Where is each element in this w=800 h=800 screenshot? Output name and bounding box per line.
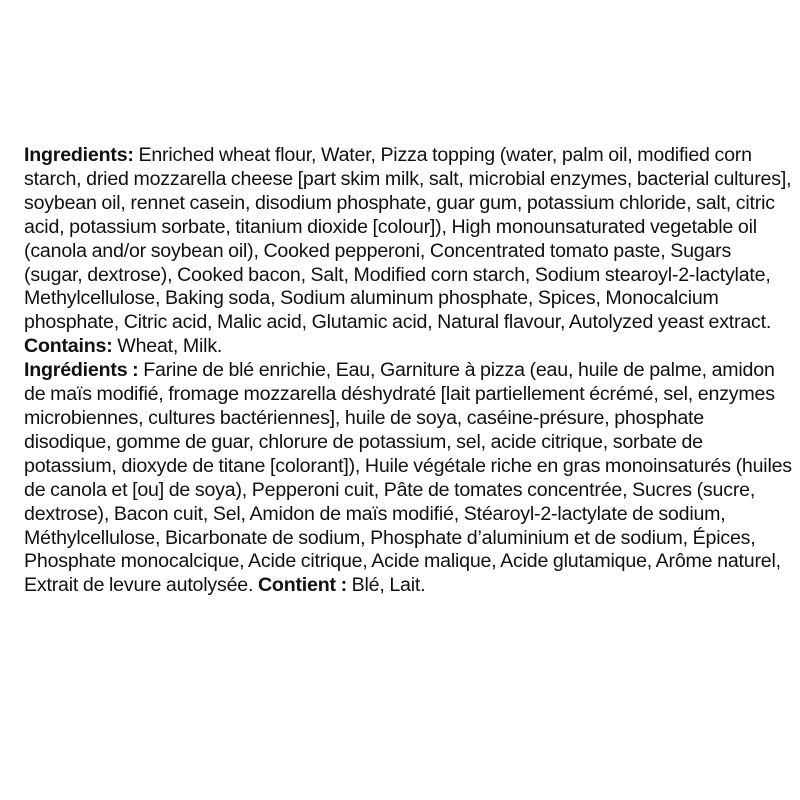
english-contains-heading: Contains: bbox=[24, 335, 113, 358]
english-ingredients-text: Enriched wheat flour, Water, Pizza topping (water, palm oil, modified corn starch, dried mozzarella cheese [part skim milk, salt, microbial enzymes, bacterial cultures], soybean oil, rennet casein, disodium phosphate, guar gum, potassium chloride, salt, citric acid, potassium sorbate, titanium dioxide [colour]), High monounsaturated vegetable oil (canola and/or soybean oil), Cooked pepperoni, Concentrated tomato paste, Sugars (sugar, dextrose), Cooked bacon, Salt, Modified corn starch, Sodium stearoyl-2-lactylate, Methylcellulose, Baking soda, Sodium aluminum phosphate, Spices, Monocalcium phosphate, Citric acid, Malic acid, Glutamic acid, Natural flavour, Autolyzed yeast extract. bbox=[24, 144, 792, 334]
english-ingredients-paragraph bbox=[24, 144, 794, 359]
french-contains-text: Blé, Lait. bbox=[346, 574, 426, 597]
french-ingredients-paragraph bbox=[24, 359, 794, 598]
french-ingredients-text: Farine de blé enrichie, Eau, Garniture à pizza (eau, huile de palme, amidon de maïs modifié, fromage mozzarella déshydraté [lait partiellement écrémé, sel, enzymes microbiennes, cultures bactériennes], huile de soya, caséine-présure, phosphate disodique, gomme de guar, chlorure de potassium, sel, acide citrique, sorbate de potassium, dioxyde de titane [colorant]), Huile végétale riche en gras monoinsaturés (huiles de canola et [ou] de soya), Pepperoni cuit, Pâte de tomates concentrée, Sucres (sucre, dextrose), Bacon cuit, Sel, Amidon de maïs modifié, Stéaroyl-2-lactylate de sodium, Méthylcellulose, Bicarbonate de sodium, Phosphate d’aluminium et de sodium, Épices, Phosphate monocalcique, Acide citrique, Acide malique, Acide glutamique, Arôme naturel, Extrait de levure autolysée. bbox=[24, 359, 792, 597]
french-ingredients-heading: Ingrédients : bbox=[24, 359, 139, 382]
english-contains-text: Wheat, Milk. bbox=[112, 335, 223, 358]
french-contains-heading: Contient : bbox=[257, 574, 347, 597]
english-ingredients-heading: Ingredients: bbox=[24, 144, 134, 166]
ingredient-label-panel bbox=[24, 144, 794, 598]
